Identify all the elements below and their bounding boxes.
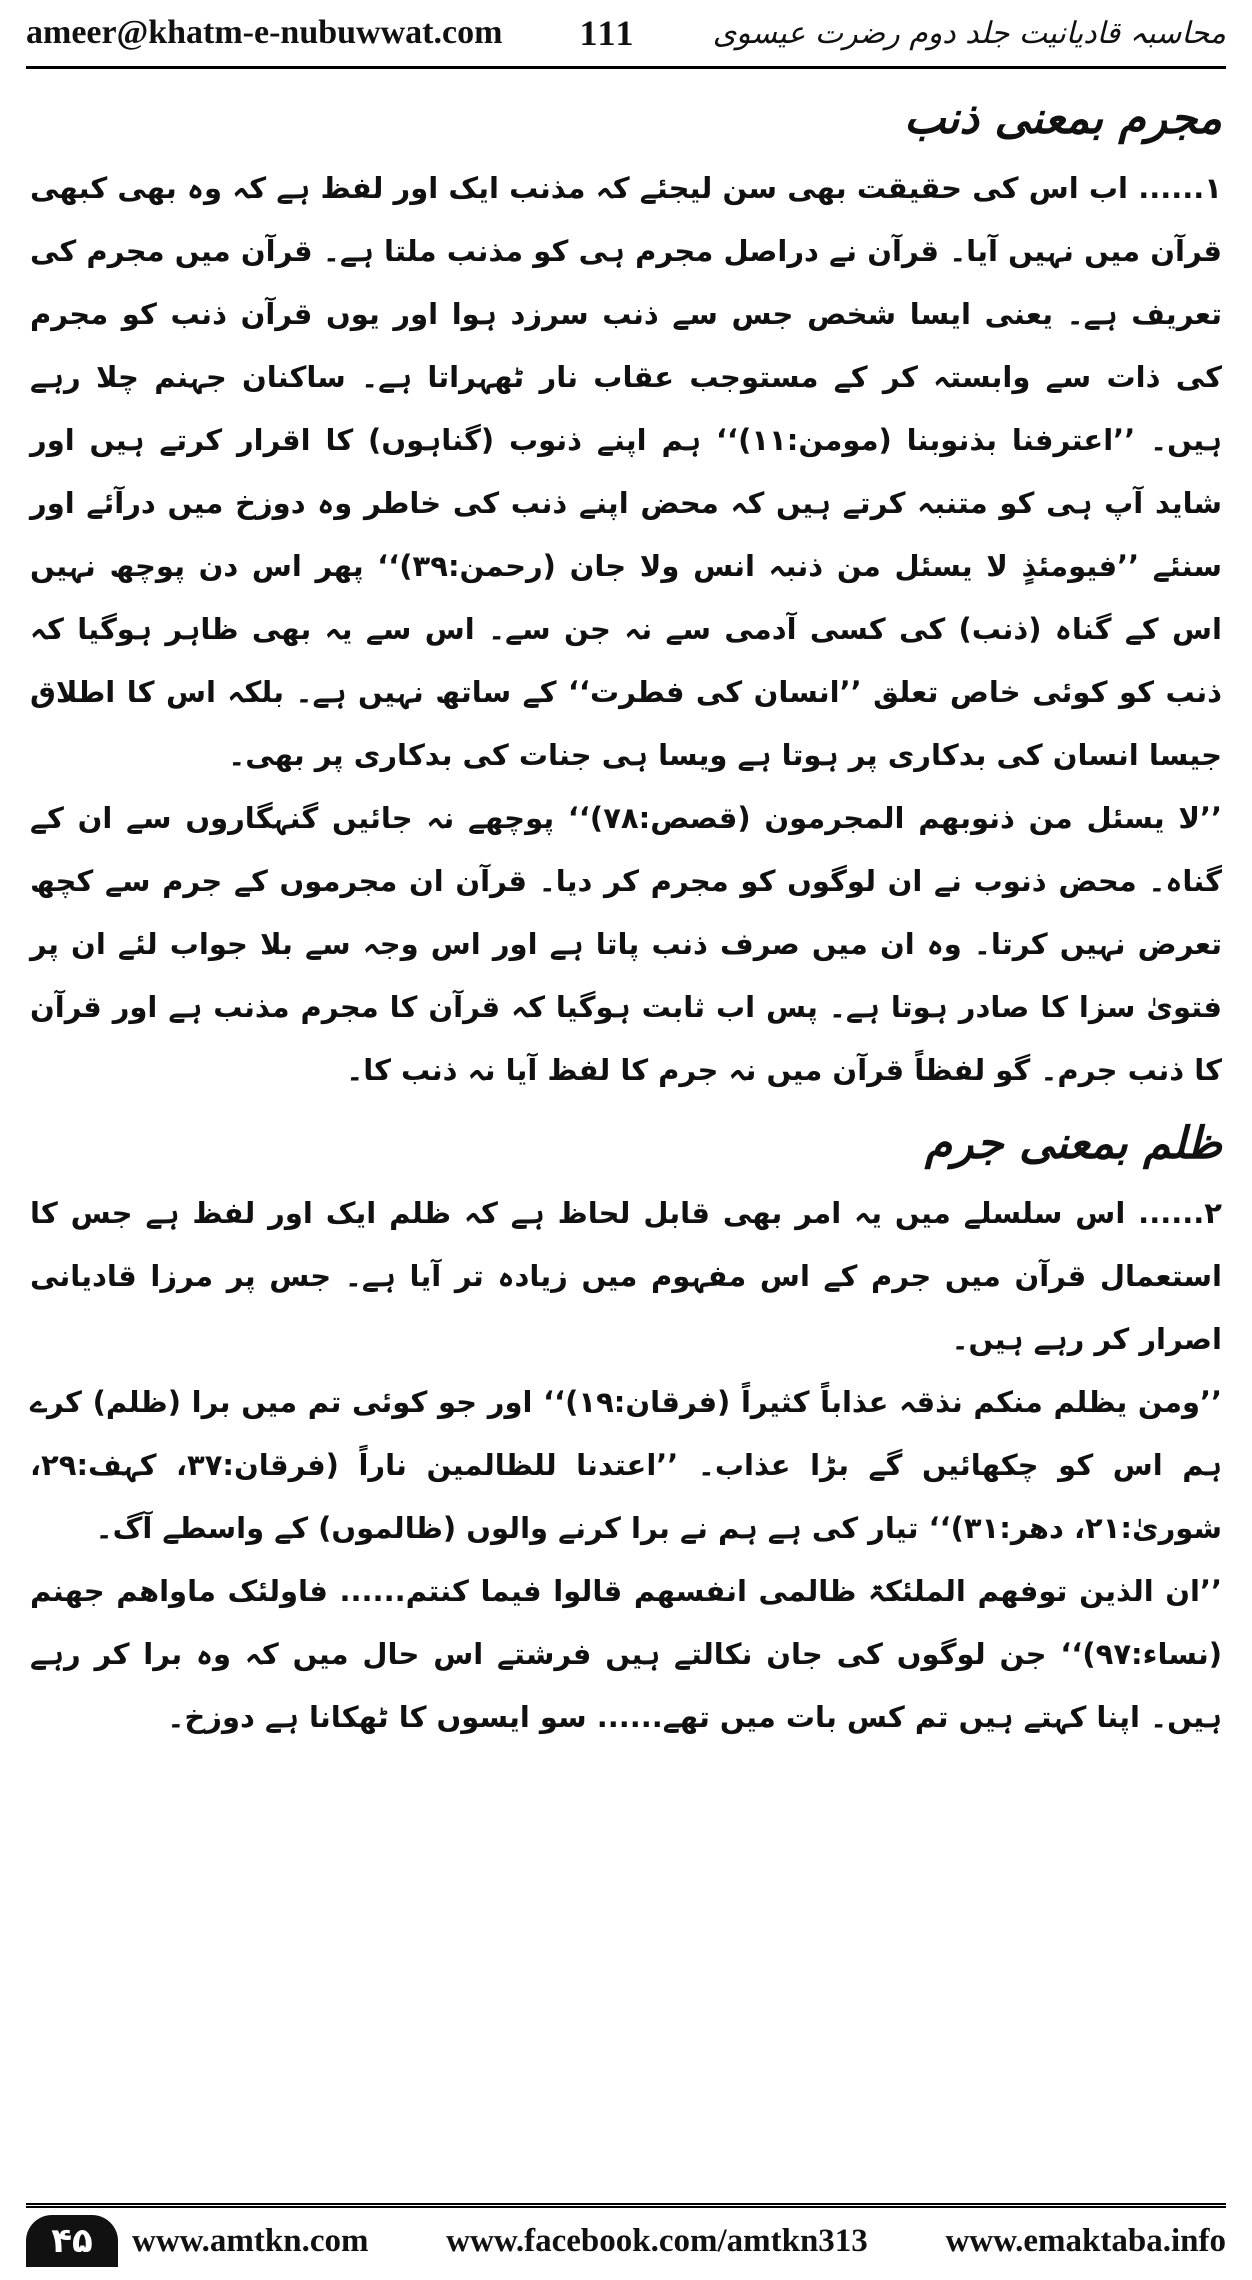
footer-links [132, 2223, 1226, 2260]
page-content [26, 69, 1226, 1749]
section-heading: مجرم بمعنی ذنب [903, 93, 1222, 144]
page-footer [26, 2203, 1226, 2274]
footer-link[interactable]: www.facebook.com/amtkn313 [446, 2222, 868, 2259]
paragraph: ۲...... اس سلسلے میں یہ امر بھی قابل لحاظ ہے کہ ظلم ایک اور لفظ ہے جس کا استعمال قرآن میں جرم کے اس مفہوم میں زیادہ تر آیا ہے۔ جس پر مرزا قادیانی اصرار کر رہے ہیں۔ [30, 1196, 1222, 1356]
footer-link[interactable]: www.amtkn.com [132, 2222, 369, 2259]
footer-link[interactable]: www.emaktaba.info [945, 2222, 1226, 2259]
section-heading: ظلم بمعنی جرم [924, 1118, 1222, 1169]
footer-page-number: ۴۵ [26, 2215, 118, 2267]
paragraph: ’’لا یسئل من ذنوبھم المجرمون (قصص:۷۸)‘‘ پوچھے نہ جائیں گنہگاروں سے ان کے گناہ۔ محض ذنوب نے ان لوگوں کو مجرم کر دیا۔ قرآن ان مجرموں کے جرم سے کچھ تعرض نہیں کرتا۔ وہ ان میں صرف ذنب پاتا ہے اور اس وجہ سے بلا جواب لئے ان پر فتویٰ سزا کا صادر ہوتا ہے۔ پس اب ثابت ہوگیا کہ قرآن کا مجرم مذنب ہے اور قرآن کا ذنب جرم۔ گو لفظاً قرآن میں نہ جرم کا لفظ آیا نہ ذنب کا۔ [30, 801, 1222, 1087]
paragraph: ’’ان الذین توفھم الملئکۃ ظالمی انفسھم قالوا فیما کنتم...... فاولئک ماواھم جھنم (نساء:۹۷)‘‘ جن لوگوں کی جان نکالتے ہیں فرشتے اس حال میں کہ وہ برا کر رہے ہیں۔ اپنا کہتے ہیں تم کس بات میں تھے...... سو ایسوں کا ٹھکانا ہے دوزخ۔ [30, 1574, 1222, 1734]
page-header [26, 0, 1226, 69]
header-book-title: محاسبہ قادیانیت جلد دوم رضرت عیسوی [712, 15, 1226, 51]
paragraph: ’’ومن یظلم منکم نذقہ عذاباً کثیراً (فرقان:۱۹)‘‘ اور جو کوئی تم میں برا (ظلم) کرے ہم اس کو چکھائیں گے بڑا عذاب۔ ’’اعتدنا للظالمین ناراً (فرقان:۳۷، کہف:۲۹، شوریٰ:۲۱، دھر:۳۱)‘‘ تیار کی ہے ہم نے برا کرنے والوں (ظالموں) کے واسطے آگ۔ [30, 1385, 1222, 1545]
header-page-number: 111 [579, 13, 636, 53]
paragraph: ۱...... اب اس کی حقیقت بھی سن لیجئے کہ مذنب ایک اور لفظ ہے کہ وہ بھی کبھی قرآن میں نہیں آیا۔ قرآن نے دراصل مجرم ہی کو مذنب ملتا ہے۔ قرآن میں مجرم کی تعریف ہے۔ یعنی ایسا شخص جس سے ذنب سرزد ہوا اور یوں قرآن ذنب کو مجرم کی ذات سے وابستہ کر کے مستوجب عقاب نار ٹھہراتا ہے۔ ساکنان جہنم چلا رہے ہیں۔ ’’اعترفنا بذنوبنا (مومن:۱۱)‘‘ ہم اپنے ذنوب (گناہوں) کا اقرار کرتے ہیں اور شاید آپ ہی کو متنبہ کرتے ہیں کہ محض اپنے ذنب کی خاطر وہ دوزخ میں درآئے اور سنئے ’’فیومئذٍ لا یسئل من ذنبہ انس ولا جان (رحمن:۳۹)‘‘ پھر اس دن پوچھ نہیں اس کے گناہ (ذنب) کی کسی آدمی سے نہ جن سے۔ اس سے یہ بھی ظاہر ہوگیا کہ ذنب کو کوئی خاص تعلق ’’انسان کی فطرت‘‘ کے ساتھ نہیں ہے۔ بلکہ اس کا اطلاق جیسا انسان کی بدکاری پر ہوتا ہے ویسا ہی جنات کی بدکاری پر بھی۔ [30, 171, 1222, 772]
header-email: ameer@khatm-e-nubuwwat.com [26, 14, 503, 51]
